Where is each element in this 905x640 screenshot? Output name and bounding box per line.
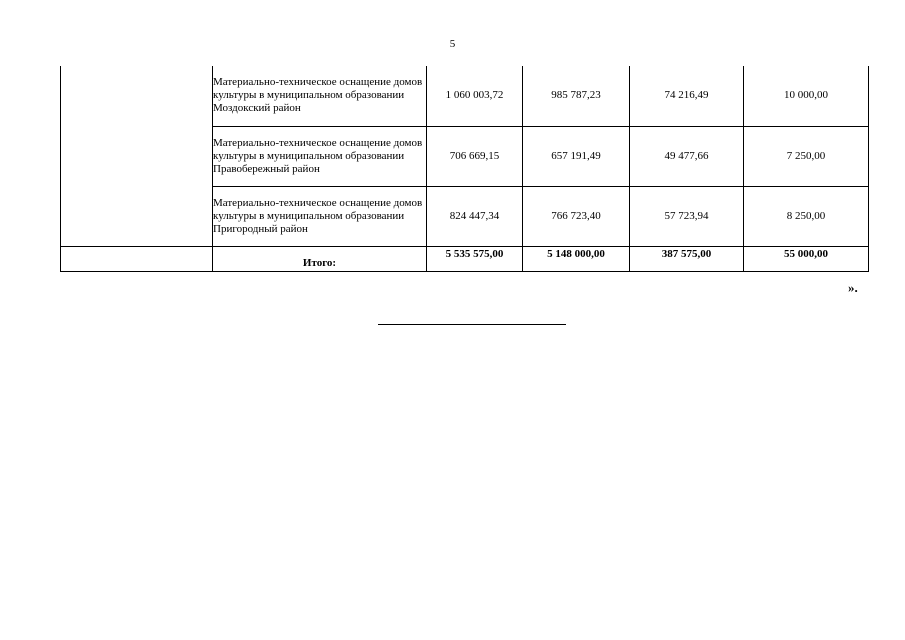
total-row [61,246,869,271]
page-number: 5 [449,38,456,50]
separator-line [378,324,566,325]
total-label: Итого: [213,246,427,271]
municipal-amount-cell: 8 250,00 [744,186,869,246]
row-description: Материально-техническое оснащение домов культуры в муниципальном образовании Моздокский район [213,66,427,126]
federal-amount-cell: 657 191,49 [523,126,630,186]
federal-amount-cell: 766 723,40 [523,186,630,246]
regional-amount-cell: 49 477,66 [630,126,744,186]
federal-amount-cell: 985 787,23 [523,66,630,126]
municipal-amount-cell: 7 250,00 [744,126,869,186]
regional-amount-cell: 74 216,49 [630,66,744,126]
table-row [61,66,869,126]
blank-index-cell [61,246,213,271]
regional-sum-cell: 387 575,00 [630,246,744,271]
municipal-amount-cell: 10 000,00 [744,66,869,126]
regional-amount-cell: 57 723,94 [630,186,744,246]
total-amount-cell: 1 060 003,72 [427,66,523,126]
blank-index-cell [61,66,213,246]
total-amount-cell: 706 669,15 [427,126,523,186]
total-amount-cell: 824 447,34 [427,186,523,246]
budget-table [60,66,869,272]
total-sum-cell: 5 535 575,00 [427,246,523,271]
federal-sum-cell: 5 148 000,00 [523,246,630,271]
row-description: Материально-техническое оснащение домов культуры в муниципальном образовании Пригородный район [213,186,427,246]
closing-quote-mark: ». [848,280,858,295]
row-description: Материально-техническое оснащение домов культуры в муниципальном образовании Правобережный район [213,126,427,186]
municipal-sum-cell: 55 000,00 [744,246,869,271]
